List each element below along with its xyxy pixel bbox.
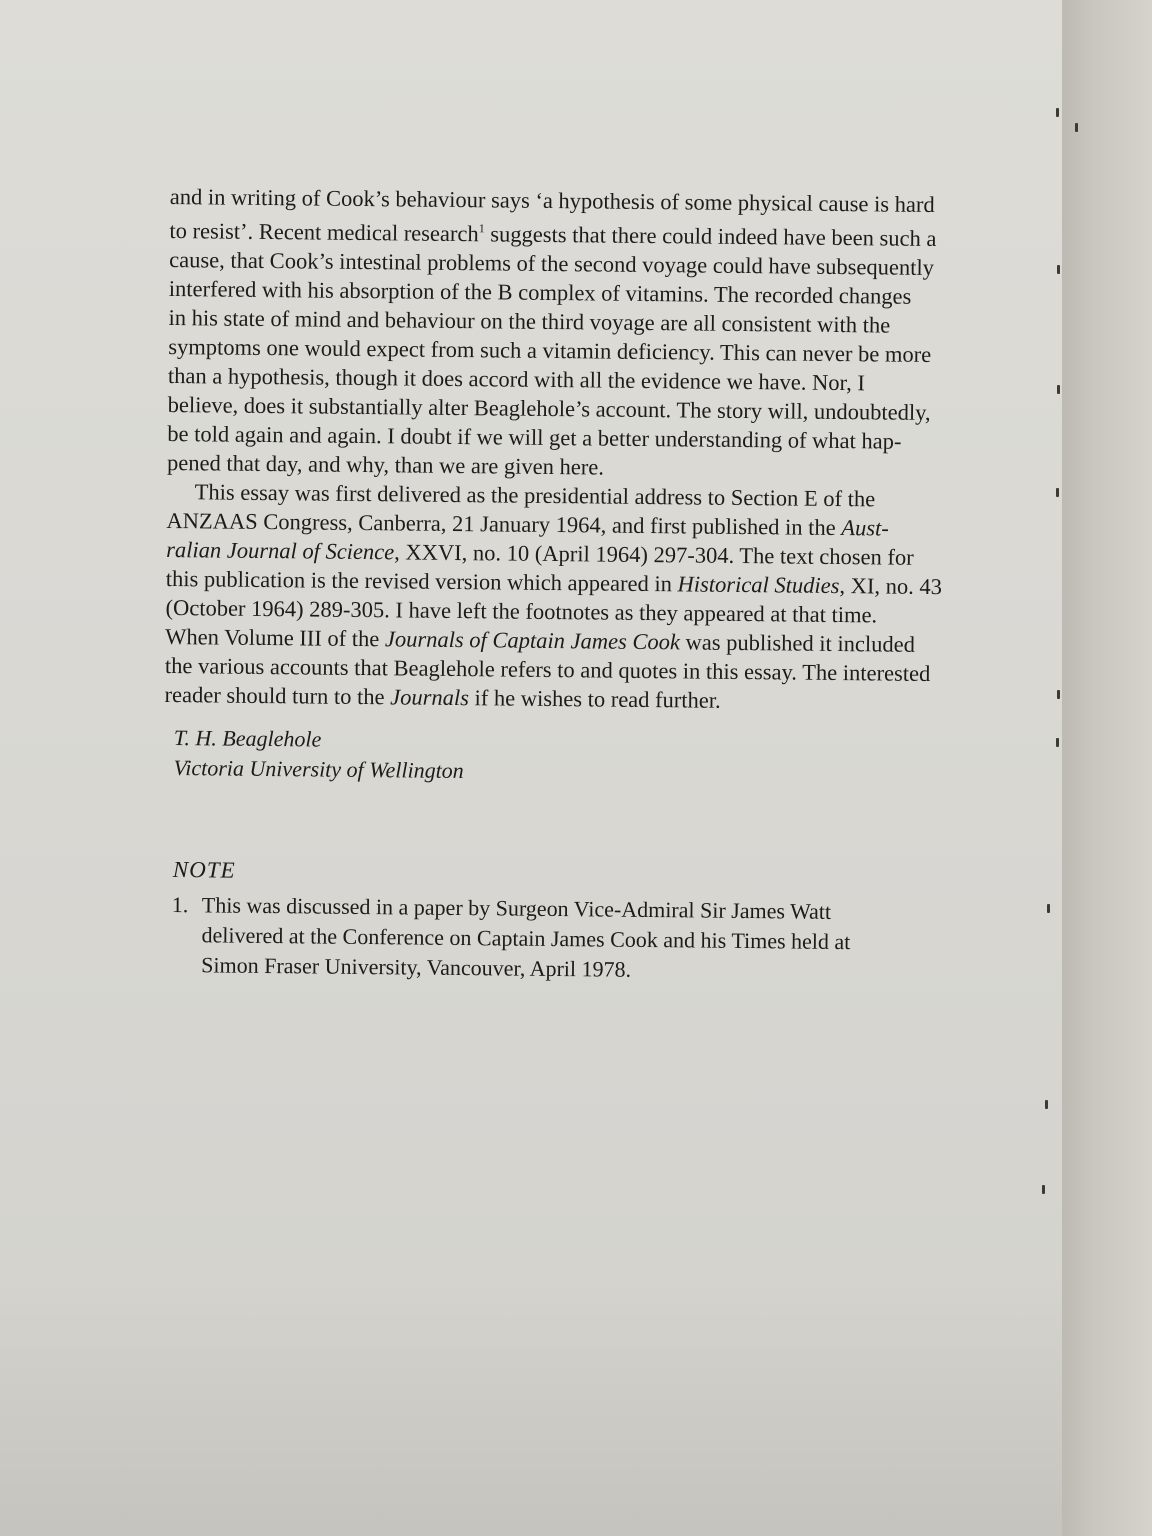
text-line: cause, that Cook’s intestinal problems of the second voyage could have subsequently [169, 246, 935, 281]
page-shading [0, 1276, 1062, 1536]
signature-block [173, 723, 464, 786]
note-line: delivered at the Conference on Captain James Cook and his Times held at [201, 922, 851, 955]
text-line: the various accounts that Beaglehole refers to and quotes in this essay. The interested [164, 652, 931, 686]
text-line: pened that day, and why, than we are given here. [166, 449, 605, 480]
text-line: believe, does it substantially alter Beaglehole’s account. The story will, undoubtedly, [167, 391, 931, 425]
note-line: This was discussed in a paper by Surgeon Vice-Admiral Sir James Watt [201, 892, 832, 924]
text-line: reader should turn to the Journals if he wishes to read further. [164, 681, 721, 713]
edge-speck [1047, 904, 1050, 913]
text-line: (October 1964) 289-305. I have left the footnotes as they appeared at that time. [165, 594, 878, 628]
show-through-text: ​ [934, 264, 936, 290]
footnote-marker: 1 [478, 221, 485, 236]
next-page-edge [1062, 0, 1152, 1536]
text-line: ANZAAS Congress, Canberra, 21 January 1964, and first published in the Aust- [166, 507, 889, 541]
edge-speck [1056, 488, 1059, 497]
text-line: be told again and again. I doubt if we will get a better understanding of what hap- [167, 420, 902, 454]
note-body [171, 890, 912, 988]
text-line: When Volume III of the Journals of Captain James Cook was published it included [165, 623, 916, 657]
note-heading: NOTE [172, 857, 236, 883]
main-text [164, 182, 943, 717]
edge-speck [1042, 1185, 1045, 1194]
text-line: and in writing of Cook’s behaviour says ‘a hypothesis of some physical cause is hard [169, 183, 935, 218]
signature-affiliation: Victoria University of Wellington [173, 754, 464, 784]
note-line: Simon Fraser University, Vancouver, April 1978. [201, 952, 632, 982]
text-line: in his state of mind and behaviour on the third voyage are all consistent with the [168, 304, 891, 338]
edge-speck [1057, 385, 1060, 394]
note-number: 1. [171, 891, 189, 918]
edge-speck [1075, 123, 1078, 132]
edge-speck [1056, 108, 1059, 117]
note-text [201, 890, 912, 987]
text-line: symptoms one would expect from such a vitamin deficiency. This can never be more [168, 333, 932, 367]
edge-speck [1045, 1100, 1048, 1109]
text-line: to resist’. Recent medical research$^1$ suggests that there could indeed have been such a [169, 217, 937, 252]
text-line: than a hypothesis, though it does accord with all the evidence we have. Nor, I [167, 362, 866, 396]
edge-speck [1057, 265, 1060, 274]
text-line: ralian Journal of Science, XXVI, no. 10 (April 1964) 297-304. The text chosen for [166, 536, 914, 570]
text-line: This essay was first delivered as the presidential address to Section E of the [194, 479, 876, 512]
text-line: this publication is the revised version which appeared in Historical Studies, XI, no. 43 [165, 565, 943, 600]
text-line: interfered with his absorption of the B complex of vitamins. The recorded changes [168, 275, 912, 309]
edge-speck [1057, 690, 1060, 699]
edge-speck [1056, 738, 1059, 747]
signature-name: T. H. Beaglehole [173, 724, 322, 752]
